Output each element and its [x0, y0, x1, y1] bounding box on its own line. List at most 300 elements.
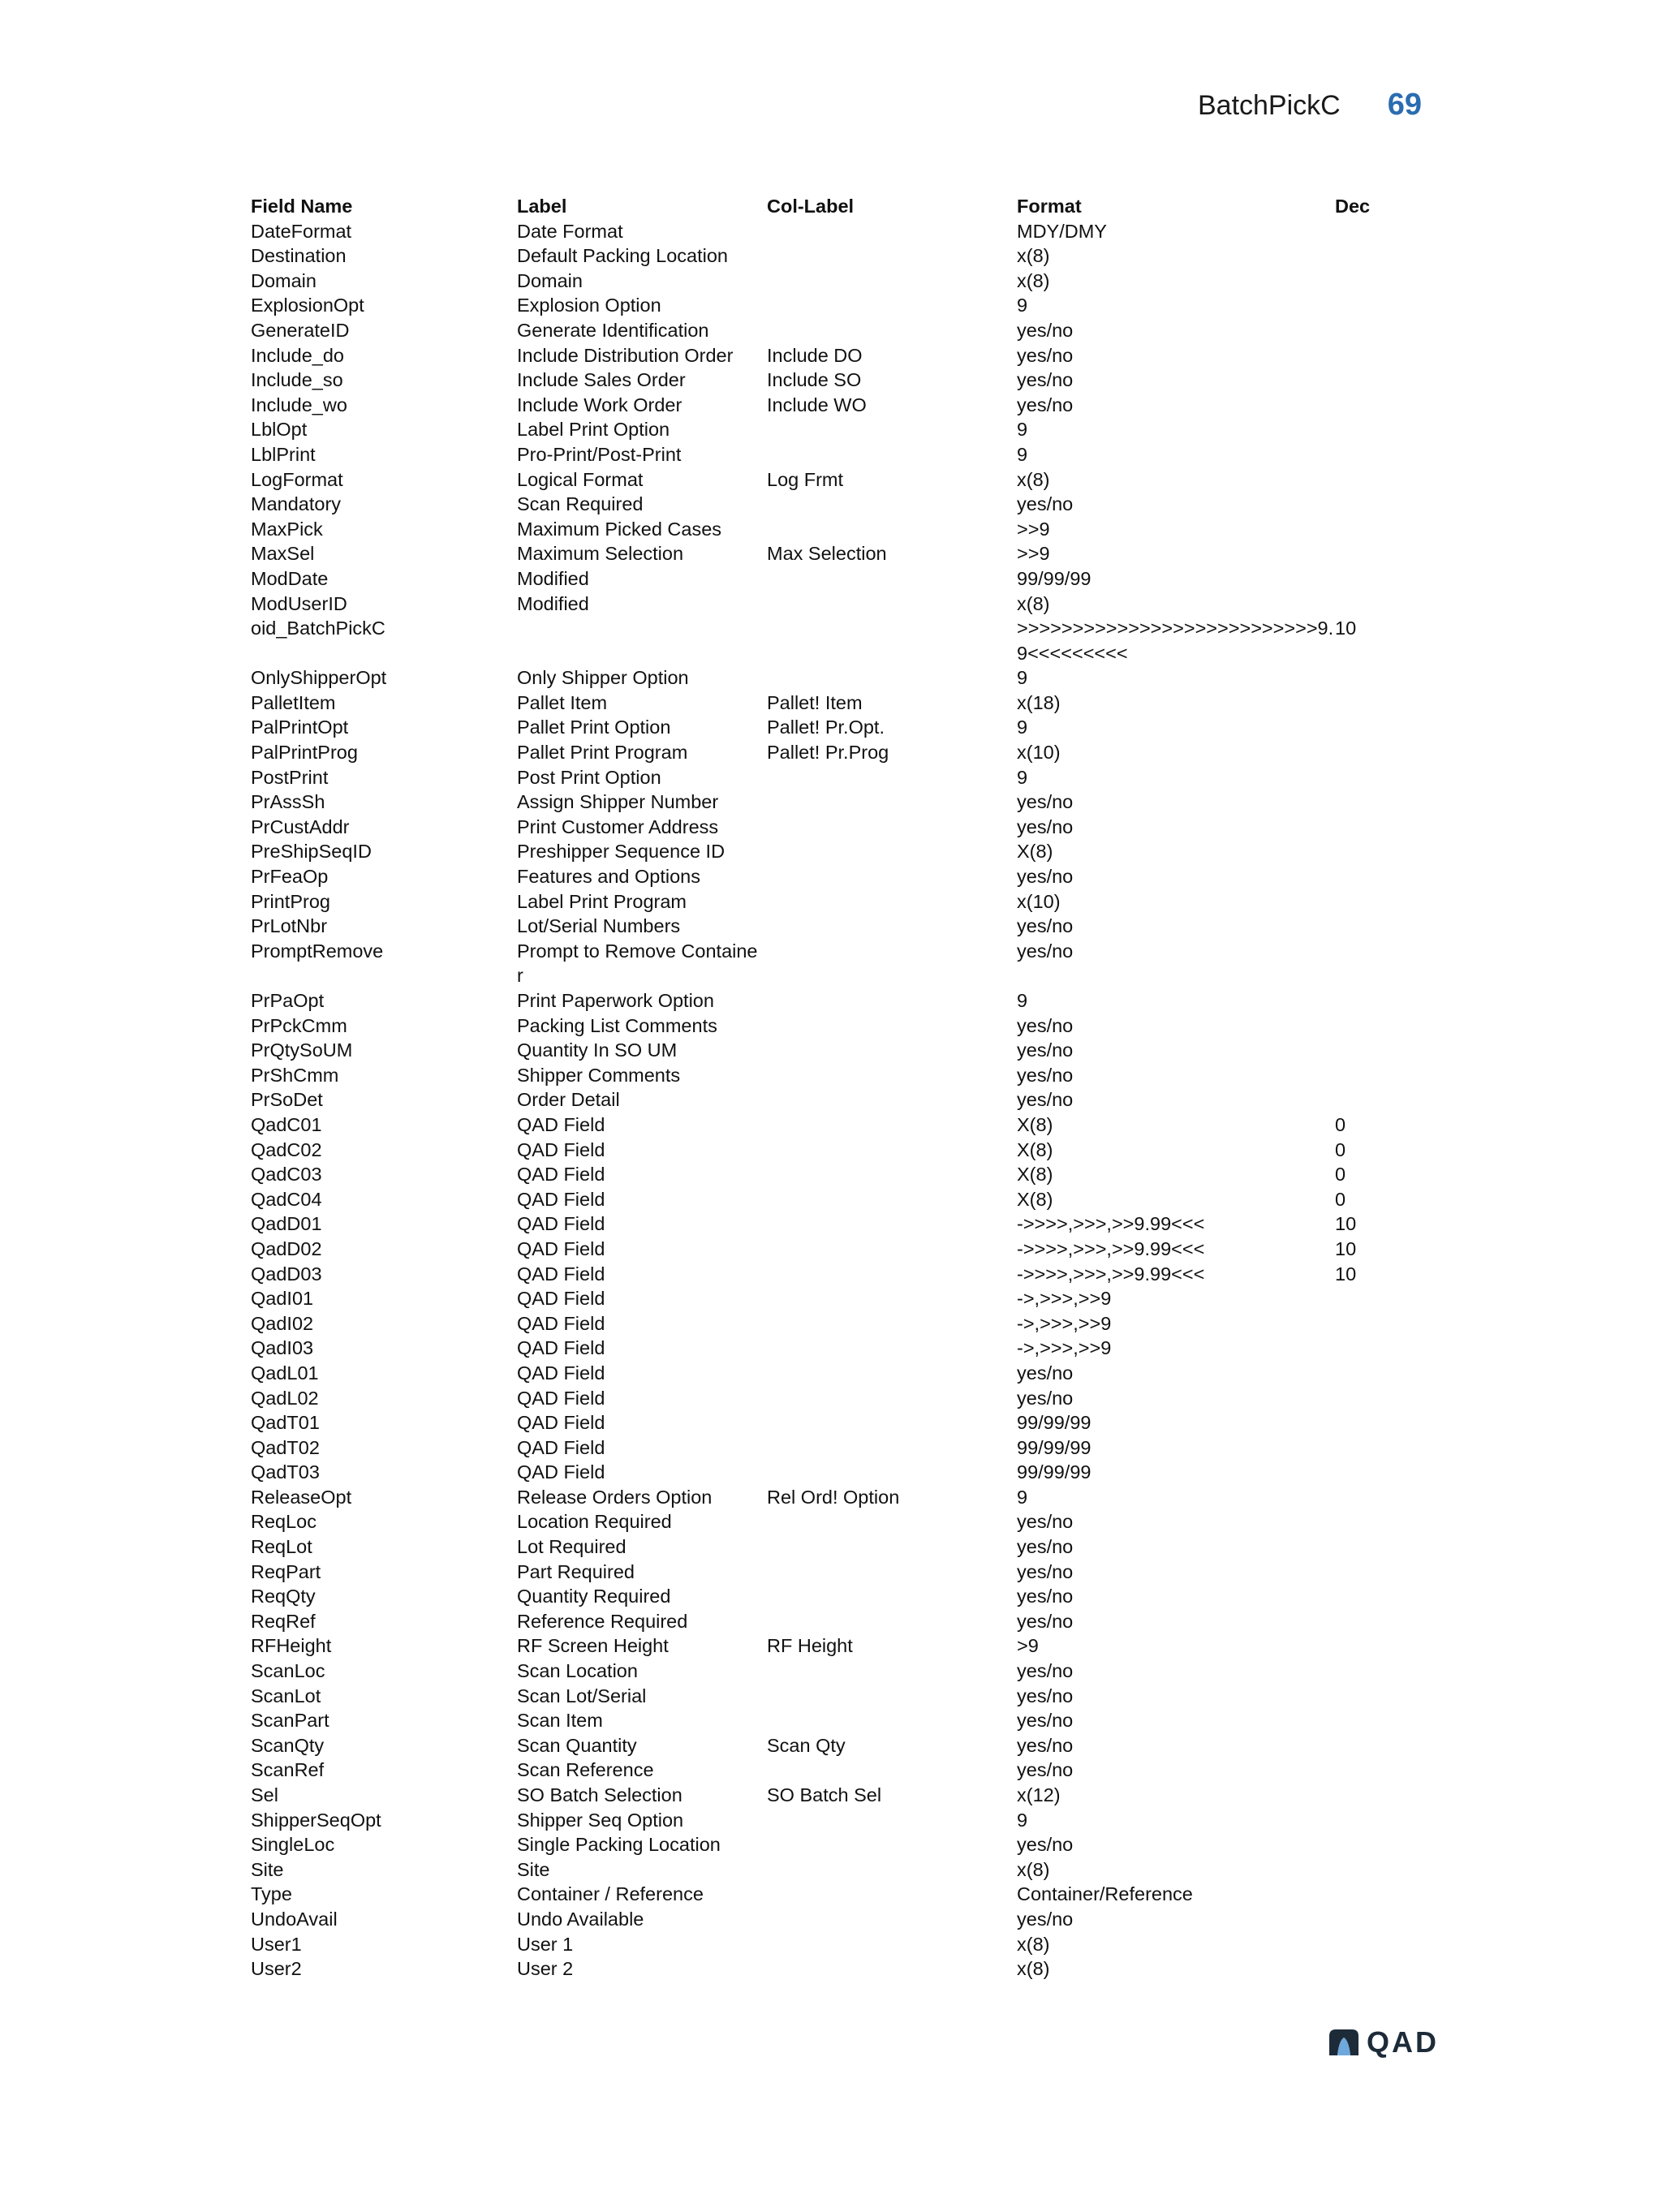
table-row — [251, 1832, 1427, 1857]
field-name-cell: ScanPart — [251, 1710, 329, 1732]
format-cell: >>>>>>>>>>>>>>>>>>>>>>>>>>>9.9<<<<<<<<< — [1017, 618, 1334, 664]
dec-cell — [1335, 1783, 1427, 1808]
field-name-cell: QadT01 — [251, 1412, 320, 1434]
dec-cell — [1335, 1609, 1427, 1634]
col-label-cell — [767, 1659, 1017, 1684]
dec-cell — [1335, 665, 1427, 691]
col-label-cell — [767, 815, 1017, 840]
label-cell: SO Batch Selection — [517, 1784, 682, 1805]
label-cell: Modified — [517, 592, 589, 614]
field-name-cell: QadC03 — [251, 1164, 322, 1186]
label-cell: Print Paperwork Option — [517, 990, 714, 1011]
page-header — [1055, 88, 1422, 136]
table-row — [251, 1907, 1427, 1932]
table-row — [251, 1758, 1427, 1783]
table-row — [251, 1063, 1427, 1088]
page-title: BatchPickC — [1197, 90, 1341, 121]
format-cell: yes/no — [1017, 791, 1074, 813]
dec-cell — [1335, 566, 1427, 592]
field-name-cell: QadD01 — [251, 1213, 322, 1235]
field-name-cell: GenerateID — [251, 319, 350, 341]
format-cell: yes/no — [1017, 1560, 1074, 1582]
label-cell: Container / Reference — [517, 1883, 704, 1905]
format-cell: Container/Reference — [1017, 1883, 1193, 1905]
field-name-cell: User1 — [251, 1933, 302, 1955]
col-label-cell — [767, 1609, 1017, 1634]
dec-cell — [1335, 1882, 1427, 1907]
table-row — [251, 566, 1427, 592]
format-cell: yes/no — [1017, 1089, 1074, 1111]
field-name-cell: PostPrint — [251, 766, 329, 788]
format-cell: yes/no — [1017, 1734, 1074, 1756]
label-cell: Scan Item — [517, 1710, 603, 1732]
field-name-cell: PrQtySoUM — [251, 1039, 353, 1061]
table-row — [251, 318, 1427, 343]
format-cell: 99/99/99 — [1017, 1412, 1091, 1434]
label-cell: Lot Required — [517, 1536, 626, 1558]
field-name-cell: LogFormat — [251, 468, 343, 490]
dec-cell — [1335, 1336, 1427, 1361]
dec-cell — [1335, 1758, 1427, 1783]
field-name-cell: PrCustAddr — [251, 816, 350, 837]
label-cell: Quantity Required — [517, 1586, 671, 1607]
dec-cell — [1335, 243, 1427, 269]
field-name-cell: QadI02 — [251, 1312, 314, 1334]
col-label-cell — [767, 318, 1017, 343]
table-row — [251, 1187, 1427, 1212]
dec-cell — [1335, 1832, 1427, 1857]
label-cell: Explosion Option — [517, 295, 661, 316]
table-row — [251, 939, 1427, 988]
label-cell: Scan Location — [517, 1660, 638, 1682]
label-cell: QAD Field — [517, 1362, 605, 1384]
col-label-cell — [767, 1584, 1017, 1609]
format-cell: yes/no — [1017, 816, 1074, 837]
label-cell: Lot/Serial Numbers — [517, 915, 681, 937]
dec-cell — [1335, 1584, 1427, 1609]
dec-cell — [1335, 839, 1427, 864]
field-name-cell: Site — [251, 1858, 284, 1880]
dec-cell: 10 — [1335, 1263, 1357, 1285]
format-cell: x(12) — [1017, 1784, 1061, 1805]
field-name-cell: ScanRef — [251, 1759, 325, 1781]
label-cell: Default Packing Location — [517, 245, 728, 267]
format-cell: 9 — [1017, 990, 1028, 1011]
format-cell: 9 — [1017, 766, 1028, 788]
field-name-cell: QadL02 — [251, 1387, 319, 1409]
col-label-cell — [767, 988, 1017, 1013]
label-cell: Quantity In SO UM — [517, 1039, 678, 1061]
field-name-cell: Sel — [251, 1784, 278, 1805]
field-name-cell: Type — [251, 1883, 292, 1905]
column-header-dec: Dec — [1335, 196, 1371, 217]
field-name-cell: User2 — [251, 1958, 302, 1980]
col-label-cell — [767, 1311, 1017, 1336]
field-name-cell: ReqRef — [251, 1610, 316, 1632]
dec-cell — [1335, 318, 1427, 343]
page-number: 69 — [1387, 88, 1422, 122]
format-cell: yes/no — [1017, 319, 1074, 341]
table-row — [251, 243, 1427, 269]
field-name-cell: PrPaOpt — [251, 990, 325, 1011]
format-cell: x(18) — [1017, 691, 1061, 713]
col-label-cell — [767, 939, 1017, 988]
dec-cell — [1335, 1509, 1427, 1534]
col-label-cell — [767, 864, 1017, 889]
table-row — [251, 1336, 1427, 1361]
format-cell: yes/no — [1017, 369, 1074, 391]
field-name-cell: Include_do — [251, 344, 344, 366]
label-cell: Include Work Order — [517, 394, 682, 415]
format-cell: yes/no — [1017, 493, 1074, 515]
table-row — [251, 1386, 1427, 1411]
label-cell: Maximum Picked Cases — [517, 518, 722, 540]
format-cell: X(8) — [1017, 841, 1053, 863]
format-cell: yes/no — [1017, 915, 1074, 937]
label-cell: Domain — [517, 269, 583, 291]
format-cell: yes/no — [1017, 1610, 1074, 1632]
table-row — [251, 1534, 1427, 1560]
label-cell: Label Print Option — [517, 419, 670, 441]
table-row — [251, 1783, 1427, 1808]
format-cell: yes/no — [1017, 1586, 1074, 1607]
dec-cell — [1335, 715, 1427, 740]
label-cell: Prompt to Remove Container — [517, 940, 758, 987]
col-label-cell — [767, 1832, 1017, 1857]
table-row — [251, 592, 1427, 617]
col-label-cell — [767, 1087, 1017, 1112]
label-cell: QAD Field — [517, 1461, 605, 1483]
format-cell: yes/no — [1017, 1387, 1074, 1409]
field-name-cell: ScanLoc — [251, 1660, 325, 1682]
table-row — [251, 1509, 1427, 1534]
field-name-cell: ReqQty — [251, 1586, 316, 1607]
table-row — [251, 1038, 1427, 1063]
label-cell: QAD Field — [517, 1412, 605, 1434]
field-name-cell: QadI01 — [251, 1288, 314, 1310]
dec-cell — [1335, 1038, 1427, 1063]
table-row — [251, 1435, 1427, 1461]
label-cell: User 1 — [517, 1933, 574, 1955]
label-cell: Preshipper Sequence ID — [517, 841, 726, 863]
table-body — [251, 219, 1427, 1982]
format-cell: x(10) — [1017, 890, 1061, 912]
label-cell: Include Distribution Order — [517, 344, 734, 366]
label-cell: QAD Field — [517, 1288, 605, 1310]
table-row — [251, 1956, 1427, 1982]
format-cell: ->>>>,>>>,>>9.99<<< — [1017, 1213, 1205, 1235]
field-table — [251, 194, 1427, 1982]
field-name-cell: QadI03 — [251, 1337, 314, 1359]
col-label-cell — [767, 889, 1017, 914]
col-label-cell — [767, 1907, 1017, 1932]
label-cell: QAD Field — [517, 1213, 605, 1235]
format-cell: yes/no — [1017, 1660, 1074, 1682]
table-row — [251, 988, 1427, 1013]
dec-cell — [1335, 1932, 1427, 1957]
field-name-cell: PromptRemove — [251, 940, 384, 962]
format-cell: yes/no — [1017, 1014, 1074, 1036]
col-label-cell — [767, 1435, 1017, 1461]
col-label-cell — [767, 1286, 1017, 1311]
col-label-cell — [767, 1138, 1017, 1163]
dec-cell — [1335, 1435, 1427, 1461]
field-name-cell: ReqPart — [251, 1560, 321, 1582]
table-row — [251, 541, 1427, 566]
col-label-cell: Max Selection — [767, 543, 887, 565]
table-row — [251, 368, 1427, 393]
format-cell: yes/no — [1017, 940, 1074, 962]
field-name-cell: PrLotNbr — [251, 915, 328, 937]
col-label-cell — [767, 1262, 1017, 1287]
format-cell: yes/no — [1017, 1710, 1074, 1732]
dec-cell — [1335, 1063, 1427, 1088]
col-label-cell — [767, 1410, 1017, 1435]
col-label-cell — [767, 1361, 1017, 1386]
dec-cell — [1335, 1684, 1427, 1709]
table-row — [251, 467, 1427, 493]
dec-cell — [1335, 889, 1427, 914]
table-row — [251, 1286, 1427, 1311]
col-label-cell — [767, 1956, 1017, 1982]
label-cell: QAD Field — [517, 1188, 605, 1210]
col-label-cell: Pallet! Item — [767, 691, 863, 713]
dec-cell — [1335, 1485, 1427, 1510]
format-cell: x(10) — [1017, 742, 1061, 764]
dec-cell: 0 — [1335, 1188, 1346, 1210]
label-cell: Site — [517, 1858, 550, 1880]
label-cell: QAD Field — [517, 1337, 605, 1359]
dec-cell — [1335, 988, 1427, 1013]
dec-cell: 10 — [1335, 1213, 1357, 1235]
format-cell: yes/no — [1017, 1834, 1074, 1856]
col-label-cell: Rel Ord! Option — [767, 1486, 900, 1508]
format-cell: ->>>>,>>>,>>9.99<<< — [1017, 1237, 1205, 1259]
dec-cell — [1335, 790, 1427, 815]
field-name-cell: LblPrint — [251, 443, 316, 465]
table-row — [251, 740, 1427, 765]
format-cell: 99/99/99 — [1017, 1461, 1091, 1483]
format-cell: >>9 — [1017, 543, 1050, 565]
col-label-cell — [767, 1162, 1017, 1187]
dec-cell — [1335, 269, 1427, 294]
dec-cell — [1335, 1659, 1427, 1684]
dec-cell — [1335, 1560, 1427, 1585]
table-row — [251, 269, 1427, 294]
label-cell: User 2 — [517, 1958, 574, 1980]
col-label-cell — [767, 1509, 1017, 1534]
col-label-cell: SO Batch Sel — [767, 1784, 882, 1805]
field-name-cell: PalPrintProg — [251, 742, 358, 764]
format-cell: x(8) — [1017, 245, 1050, 267]
col-label-cell: Include DO — [767, 344, 863, 366]
col-label-cell — [767, 492, 1017, 517]
col-label-cell — [767, 1063, 1017, 1088]
table-row — [251, 1162, 1427, 1187]
field-name-cell: OnlyShipperOpt — [251, 667, 387, 689]
dec-cell — [1335, 417, 1427, 442]
label-cell: Packing List Comments — [517, 1014, 717, 1036]
dec-cell — [1335, 592, 1427, 617]
label-cell: Part Required — [517, 1560, 635, 1582]
field-name-cell: ShipperSeqOpt — [251, 1809, 381, 1831]
format-cell: yes/no — [1017, 344, 1074, 366]
dec-cell — [1335, 1410, 1427, 1435]
dec-cell — [1335, 219, 1427, 244]
col-label-cell — [767, 293, 1017, 318]
format-cell: X(8) — [1017, 1113, 1053, 1135]
table-row — [251, 1211, 1427, 1237]
field-name-cell: QadC04 — [251, 1188, 322, 1210]
field-name-cell: PrFeaOp — [251, 866, 329, 888]
col-label-cell: Pallet! Pr.Opt. — [767, 717, 885, 738]
label-cell: Modified — [517, 567, 589, 589]
table-row — [251, 1361, 1427, 1386]
field-name-cell: ReqLot — [251, 1536, 312, 1558]
dec-cell — [1335, 939, 1427, 988]
format-cell: yes/no — [1017, 1039, 1074, 1061]
field-name-cell: PrSoDet — [251, 1089, 323, 1111]
format-cell: X(8) — [1017, 1164, 1053, 1186]
dec-cell — [1335, 442, 1427, 467]
dec-cell — [1335, 1808, 1427, 1833]
label-cell: Release Orders Option — [517, 1486, 713, 1508]
field-name-cell: ExplosionOpt — [251, 295, 364, 316]
label-cell: Logical Format — [517, 468, 644, 490]
field-name-cell: PrintProg — [251, 890, 330, 912]
label-cell: QAD Field — [517, 1113, 605, 1135]
table-row — [251, 1932, 1427, 1957]
label-cell: Date Format — [517, 220, 623, 242]
label-cell: Shipper Comments — [517, 1064, 681, 1086]
table-row — [251, 715, 1427, 740]
dec-cell: 10 — [1335, 618, 1357, 639]
label-cell: Only Shipper Option — [517, 667, 689, 689]
label-cell: Undo Available — [517, 1908, 644, 1930]
label-cell: Scan Quantity — [517, 1734, 637, 1756]
table-row — [251, 839, 1427, 864]
label-cell: Features and Options — [517, 866, 700, 888]
label-cell: Include Sales Order — [517, 369, 686, 391]
format-cell: 99/99/99 — [1017, 1436, 1091, 1458]
qad-logo-icon — [1328, 2028, 1360, 2057]
col-label-cell: Pallet! Pr.Prog — [767, 742, 889, 764]
table-row — [251, 417, 1427, 442]
format-cell: yes/no — [1017, 394, 1074, 415]
dec-cell: 0 — [1335, 1138, 1346, 1160]
format-cell: 9 — [1017, 295, 1028, 316]
col-label-cell — [767, 1932, 1017, 1957]
format-cell: 9 — [1017, 1486, 1028, 1508]
table-header-row — [251, 194, 1427, 219]
col-label-cell — [767, 243, 1017, 269]
column-header-col-label: Col-Label — [767, 196, 855, 217]
field-name-cell: QadD03 — [251, 1263, 322, 1285]
label-cell: Shipper Seq Option — [517, 1809, 684, 1831]
format-cell: X(8) — [1017, 1188, 1053, 1210]
col-label-cell — [767, 566, 1017, 592]
label-cell: Reference Required — [517, 1610, 688, 1632]
table-row — [251, 1013, 1427, 1039]
dec-cell — [1335, 1534, 1427, 1560]
col-label-cell: RF Height — [767, 1635, 853, 1657]
table-row — [251, 1410, 1427, 1435]
format-cell: X(8) — [1017, 1138, 1053, 1160]
label-cell: Pallet Print Option — [517, 717, 671, 738]
col-label-cell — [767, 1708, 1017, 1733]
table-row — [251, 492, 1427, 517]
format-cell: >9 — [1017, 1635, 1039, 1657]
dec-cell — [1335, 1708, 1427, 1733]
col-label-cell — [767, 616, 1017, 665]
format-cell: yes/no — [1017, 866, 1074, 888]
field-name-cell: oid_BatchPickC — [251, 618, 385, 639]
label-cell: Scan Required — [517, 493, 644, 515]
format-cell: MDY/DMY — [1017, 220, 1107, 242]
table-row — [251, 343, 1427, 368]
format-cell: yes/no — [1017, 1362, 1074, 1384]
col-label-cell — [767, 517, 1017, 542]
dec-cell — [1335, 1956, 1427, 1982]
format-cell: 9 — [1017, 1809, 1028, 1831]
label-cell: RF Screen Height — [517, 1635, 669, 1657]
format-cell: 9 — [1017, 443, 1028, 465]
field-name-cell: ScanQty — [251, 1734, 325, 1756]
field-name-cell: PrShCmm — [251, 1064, 339, 1086]
dec-cell — [1335, 517, 1427, 542]
col-label-cell — [767, 1460, 1017, 1485]
col-label-cell — [767, 1560, 1017, 1585]
dec-cell — [1335, 1013, 1427, 1039]
field-name-cell: QadT02 — [251, 1436, 320, 1458]
table-row — [251, 219, 1427, 244]
table-row — [251, 1262, 1427, 1287]
format-cell: yes/no — [1017, 1908, 1074, 1930]
table-row — [251, 1112, 1427, 1138]
table-row — [251, 815, 1427, 840]
format-cell: ->>>>,>>>,>>9.99<<< — [1017, 1263, 1205, 1285]
table-row — [251, 1659, 1427, 1684]
format-cell: x(8) — [1017, 592, 1050, 614]
table-row — [251, 765, 1427, 790]
dec-cell — [1335, 1857, 1427, 1883]
dec-cell — [1335, 492, 1427, 517]
dec-cell — [1335, 815, 1427, 840]
label-cell: Pallet Item — [517, 691, 608, 713]
qad-logo — [1328, 2026, 1439, 2059]
col-label-cell — [767, 1237, 1017, 1262]
field-name-cell: DateFormat — [251, 220, 352, 242]
col-label-cell — [767, 914, 1017, 939]
col-label-cell — [767, 592, 1017, 617]
dec-cell — [1335, 691, 1427, 716]
field-name-cell: PalletItem — [251, 691, 336, 713]
field-name-cell: MaxSel — [251, 543, 315, 565]
table-row — [251, 1087, 1427, 1112]
label-cell — [517, 616, 767, 665]
column-header-field-name: Field Name — [251, 196, 353, 217]
col-label-cell: Log Frmt — [767, 468, 844, 490]
label-cell: QAD Field — [517, 1164, 605, 1186]
col-label-cell — [767, 417, 1017, 442]
field-name-cell: LblOpt — [251, 419, 308, 441]
table-row — [251, 393, 1427, 418]
dec-cell — [1335, 740, 1427, 765]
dec-cell — [1335, 1087, 1427, 1112]
field-name-cell: PrPckCmm — [251, 1014, 347, 1036]
table-row — [251, 864, 1427, 889]
dec-cell — [1335, 1460, 1427, 1485]
